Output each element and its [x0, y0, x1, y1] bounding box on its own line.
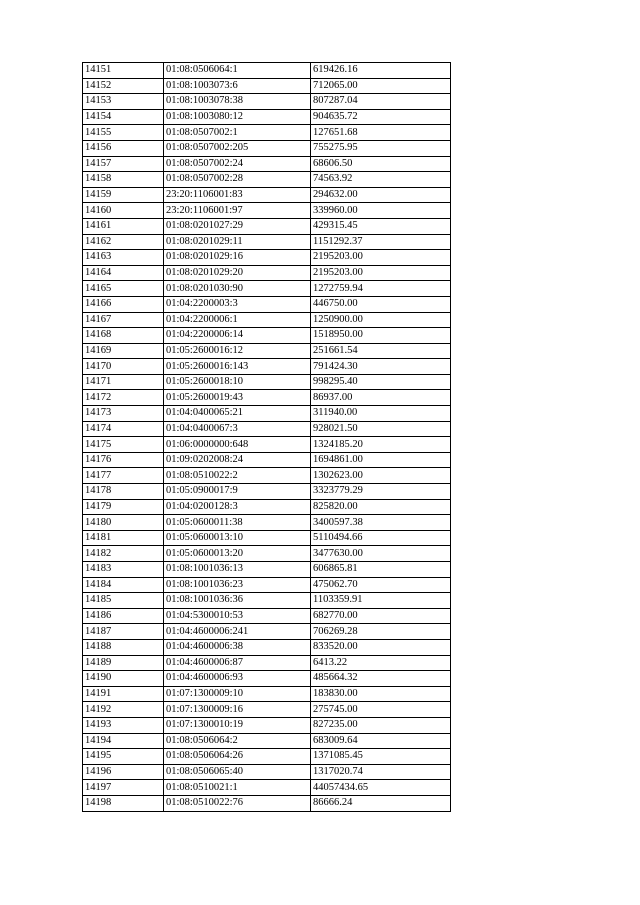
row-number-cell: 14160	[83, 203, 164, 219]
amount-cell: 74563.92	[311, 172, 451, 188]
amount-cell: 619426.16	[311, 63, 451, 79]
amount-cell: 791424.30	[311, 359, 451, 375]
table-row	[83, 546, 451, 562]
cadastral-number-cell: 23:20:1106001:97	[164, 203, 311, 219]
amount-cell: 998295.40	[311, 374, 451, 390]
row-number-cell: 14167	[83, 312, 164, 328]
table-row	[83, 421, 451, 437]
row-number-cell: 14187	[83, 624, 164, 640]
table-row	[83, 406, 451, 422]
row-number-cell: 14166	[83, 296, 164, 312]
table-row	[83, 624, 451, 640]
row-number-cell: 14193	[83, 717, 164, 733]
table-row	[83, 639, 451, 655]
table-row	[83, 125, 451, 141]
table-row	[83, 265, 451, 281]
row-number-cell: 14163	[83, 250, 164, 266]
cadastral-number-cell: 01:08:0507002:24	[164, 156, 311, 172]
table-row	[83, 156, 451, 172]
table-row	[83, 234, 451, 250]
table-row	[83, 608, 451, 624]
table-row	[83, 671, 451, 687]
row-number-cell: 14197	[83, 780, 164, 796]
cadastral-number-cell: 01:04:2200003:3	[164, 296, 311, 312]
cadastral-number-cell: 01:09:0202008:24	[164, 452, 311, 468]
row-number-cell: 14162	[83, 234, 164, 250]
table-row	[83, 717, 451, 733]
amount-cell: 339960.00	[311, 203, 451, 219]
cadastral-number-cell: 01:05:2600018:10	[164, 374, 311, 390]
amount-cell: 475062.70	[311, 577, 451, 593]
row-number-cell: 14195	[83, 749, 164, 765]
cadastral-number-cell: 01:05:0600013:20	[164, 546, 311, 562]
table-row	[83, 390, 451, 406]
row-number-cell: 14185	[83, 593, 164, 609]
table-row	[83, 250, 451, 266]
table-row	[83, 109, 451, 125]
row-number-cell: 14164	[83, 265, 164, 281]
table-row	[83, 172, 451, 188]
amount-cell: 712065.00	[311, 78, 451, 94]
row-number-cell: 14196	[83, 764, 164, 780]
row-number-cell: 14180	[83, 515, 164, 531]
cadastral-number-cell: 01:04:5300010:53	[164, 608, 311, 624]
amount-cell: 311940.00	[311, 406, 451, 422]
row-number-cell: 14158	[83, 172, 164, 188]
cadastral-number-cell: 01:08:1003073:6	[164, 78, 311, 94]
cadastral-number-cell: 01:08:1001036:13	[164, 562, 311, 578]
amount-cell: 251661.54	[311, 343, 451, 359]
row-number-cell: 14174	[83, 421, 164, 437]
row-number-cell: 14181	[83, 530, 164, 546]
amount-cell: 294632.00	[311, 187, 451, 203]
row-number-cell: 14173	[83, 406, 164, 422]
cadastral-number-cell: 01:08:1003080:12	[164, 109, 311, 125]
row-number-cell: 14169	[83, 343, 164, 359]
amount-cell: 1371085.45	[311, 749, 451, 765]
cadastral-number-cell: 01:04:4600006:87	[164, 655, 311, 671]
cadastral-number-cell: 01:05:2600019:43	[164, 390, 311, 406]
amount-cell: 1518950.00	[311, 328, 451, 344]
cadastral-number-cell: 01:05:0600013:10	[164, 530, 311, 546]
cadastral-number-cell: 01:08:1001036:23	[164, 577, 311, 593]
amount-cell: 275745.00	[311, 702, 451, 718]
row-number-cell: 14178	[83, 484, 164, 500]
row-number-cell: 14171	[83, 374, 164, 390]
table-row	[83, 281, 451, 297]
row-number-cell: 14191	[83, 686, 164, 702]
table-row	[83, 140, 451, 156]
cadastral-number-cell: 01:08:0510022:76	[164, 795, 311, 811]
row-number-cell: 14170	[83, 359, 164, 375]
amount-cell: 86666.24	[311, 795, 451, 811]
cadastral-number-cell: 01:08:0201029:20	[164, 265, 311, 281]
records-table-body	[83, 63, 451, 812]
amount-cell: 825820.00	[311, 499, 451, 515]
table-row	[83, 468, 451, 484]
row-number-cell: 14152	[83, 78, 164, 94]
cadastral-number-cell: 01:08:0201029:16	[164, 250, 311, 266]
table-row	[83, 780, 451, 796]
row-number-cell: 14189	[83, 655, 164, 671]
amount-cell: 3477630.00	[311, 546, 451, 562]
row-number-cell: 14172	[83, 390, 164, 406]
table-row	[83, 374, 451, 390]
table-row	[83, 686, 451, 702]
cadastral-number-cell: 01:08:0507002:1	[164, 125, 311, 141]
table-row	[83, 218, 451, 234]
amount-cell: 3400597.38	[311, 515, 451, 531]
row-number-cell: 14184	[83, 577, 164, 593]
table-row	[83, 593, 451, 609]
table-row	[83, 749, 451, 765]
row-number-cell: 14161	[83, 218, 164, 234]
cadastral-number-cell: 01:05:0600011:38	[164, 515, 311, 531]
cadastral-number-cell: 01:04:4600006:38	[164, 639, 311, 655]
amount-cell: 3323779.29	[311, 484, 451, 500]
table-row	[83, 515, 451, 531]
amount-cell: 183830.00	[311, 686, 451, 702]
cadastral-number-cell: 01:08:0507002:28	[164, 172, 311, 188]
table-row	[83, 733, 451, 749]
cadastral-number-cell: 01:07:1300009:16	[164, 702, 311, 718]
row-number-cell: 14183	[83, 562, 164, 578]
table-row	[83, 328, 451, 344]
row-number-cell: 14194	[83, 733, 164, 749]
amount-cell: 44057434.65	[311, 780, 451, 796]
amount-cell: 1250900.00	[311, 312, 451, 328]
amount-cell: 1324185.20	[311, 437, 451, 453]
table-row	[83, 655, 451, 671]
row-number-cell: 14192	[83, 702, 164, 718]
table-row	[83, 530, 451, 546]
cadastral-number-cell: 01:08:0506065:40	[164, 764, 311, 780]
amount-cell: 682770.00	[311, 608, 451, 624]
table-row	[83, 499, 451, 515]
amount-cell: 127651.68	[311, 125, 451, 141]
table-row	[83, 94, 451, 110]
amount-cell: 755275.95	[311, 140, 451, 156]
amount-cell: 429315.45	[311, 218, 451, 234]
table-row	[83, 359, 451, 375]
amount-cell: 833520.00	[311, 639, 451, 655]
table-row	[83, 562, 451, 578]
cadastral-number-cell: 01:04:2200006:1	[164, 312, 311, 328]
row-number-cell: 14153	[83, 94, 164, 110]
table-row	[83, 343, 451, 359]
cadastral-number-cell: 01:08:0510021:1	[164, 780, 311, 796]
row-number-cell: 14188	[83, 639, 164, 655]
amount-cell: 68606.50	[311, 156, 451, 172]
amount-cell: 5110494.66	[311, 530, 451, 546]
cadastral-number-cell: 01:05:0900017:9	[164, 484, 311, 500]
amount-cell: 86937.00	[311, 390, 451, 406]
cadastral-number-cell: 01:08:0506064:26	[164, 749, 311, 765]
cadastral-number-cell: 01:08:0507002:205	[164, 140, 311, 156]
row-number-cell: 14177	[83, 468, 164, 484]
amount-cell: 904635.72	[311, 109, 451, 125]
table-row	[83, 702, 451, 718]
cadastral-number-cell: 01:07:1300010:19	[164, 717, 311, 733]
cadastral-number-cell: 01:04:0400065:21	[164, 406, 311, 422]
amount-cell: 485664.32	[311, 671, 451, 687]
row-number-cell: 14155	[83, 125, 164, 141]
cadastral-number-cell: 23:20:1106001:83	[164, 187, 311, 203]
cadastral-number-cell: 01:08:1001036:36	[164, 593, 311, 609]
cadastral-number-cell: 01:05:2600016:143	[164, 359, 311, 375]
row-number-cell: 14198	[83, 795, 164, 811]
amount-cell: 446750.00	[311, 296, 451, 312]
table-row	[83, 764, 451, 780]
amount-cell: 2195203.00	[311, 265, 451, 281]
cadastral-number-cell: 01:04:4600006:241	[164, 624, 311, 640]
cadastral-number-cell: 01:08:0201029:11	[164, 234, 311, 250]
amount-cell: 1272759.94	[311, 281, 451, 297]
cadastral-number-cell: 01:08:0506064:2	[164, 733, 311, 749]
cadastral-number-cell: 01:08:0201030:90	[164, 281, 311, 297]
amount-cell: 1317020.74	[311, 764, 451, 780]
amount-cell: 2195203.00	[311, 250, 451, 266]
cadastral-number-cell: 01:06:0000000:648	[164, 437, 311, 453]
table-row	[83, 296, 451, 312]
row-number-cell: 14179	[83, 499, 164, 515]
table-row	[83, 78, 451, 94]
row-number-cell: 14151	[83, 63, 164, 79]
row-number-cell: 14157	[83, 156, 164, 172]
table-row	[83, 312, 451, 328]
records-table	[82, 62, 451, 812]
amount-cell: 807287.04	[311, 94, 451, 110]
row-number-cell: 14154	[83, 109, 164, 125]
row-number-cell: 14165	[83, 281, 164, 297]
cadastral-number-cell: 01:08:0201027:29	[164, 218, 311, 234]
table-row	[83, 577, 451, 593]
table-row	[83, 203, 451, 219]
cadastral-number-cell: 01:04:2200006:14	[164, 328, 311, 344]
amount-cell: 706269.28	[311, 624, 451, 640]
amount-cell: 1103359.91	[311, 593, 451, 609]
cadastral-number-cell: 01:05:2600016:12	[164, 343, 311, 359]
cadastral-number-cell: 01:08:0506064:1	[164, 63, 311, 79]
table-row	[83, 187, 451, 203]
cadastral-number-cell: 01:04:4600006:93	[164, 671, 311, 687]
table-row	[83, 795, 451, 811]
row-number-cell: 14159	[83, 187, 164, 203]
row-number-cell: 14182	[83, 546, 164, 562]
row-number-cell: 14175	[83, 437, 164, 453]
amount-cell: 6413.22	[311, 655, 451, 671]
cadastral-number-cell: 01:04:0400067:3	[164, 421, 311, 437]
row-number-cell: 14176	[83, 452, 164, 468]
cadastral-number-cell: 01:07:1300009:10	[164, 686, 311, 702]
amount-cell: 827235.00	[311, 717, 451, 733]
row-number-cell: 14190	[83, 671, 164, 687]
table-row	[83, 484, 451, 500]
table-row	[83, 437, 451, 453]
table-row	[83, 63, 451, 79]
row-number-cell: 14156	[83, 140, 164, 156]
amount-cell: 1151292.37	[311, 234, 451, 250]
amount-cell: 928021.50	[311, 421, 451, 437]
table-row	[83, 452, 451, 468]
row-number-cell: 14168	[83, 328, 164, 344]
row-number-cell: 14186	[83, 608, 164, 624]
cadastral-number-cell: 01:04:0200128:3	[164, 499, 311, 515]
amount-cell: 1694861.00	[311, 452, 451, 468]
amount-cell: 606865.81	[311, 562, 451, 578]
amount-cell: 683009.64	[311, 733, 451, 749]
cadastral-number-cell: 01:08:1003078:38	[164, 94, 311, 110]
cadastral-number-cell: 01:08:0510022:2	[164, 468, 311, 484]
amount-cell: 1302623.00	[311, 468, 451, 484]
